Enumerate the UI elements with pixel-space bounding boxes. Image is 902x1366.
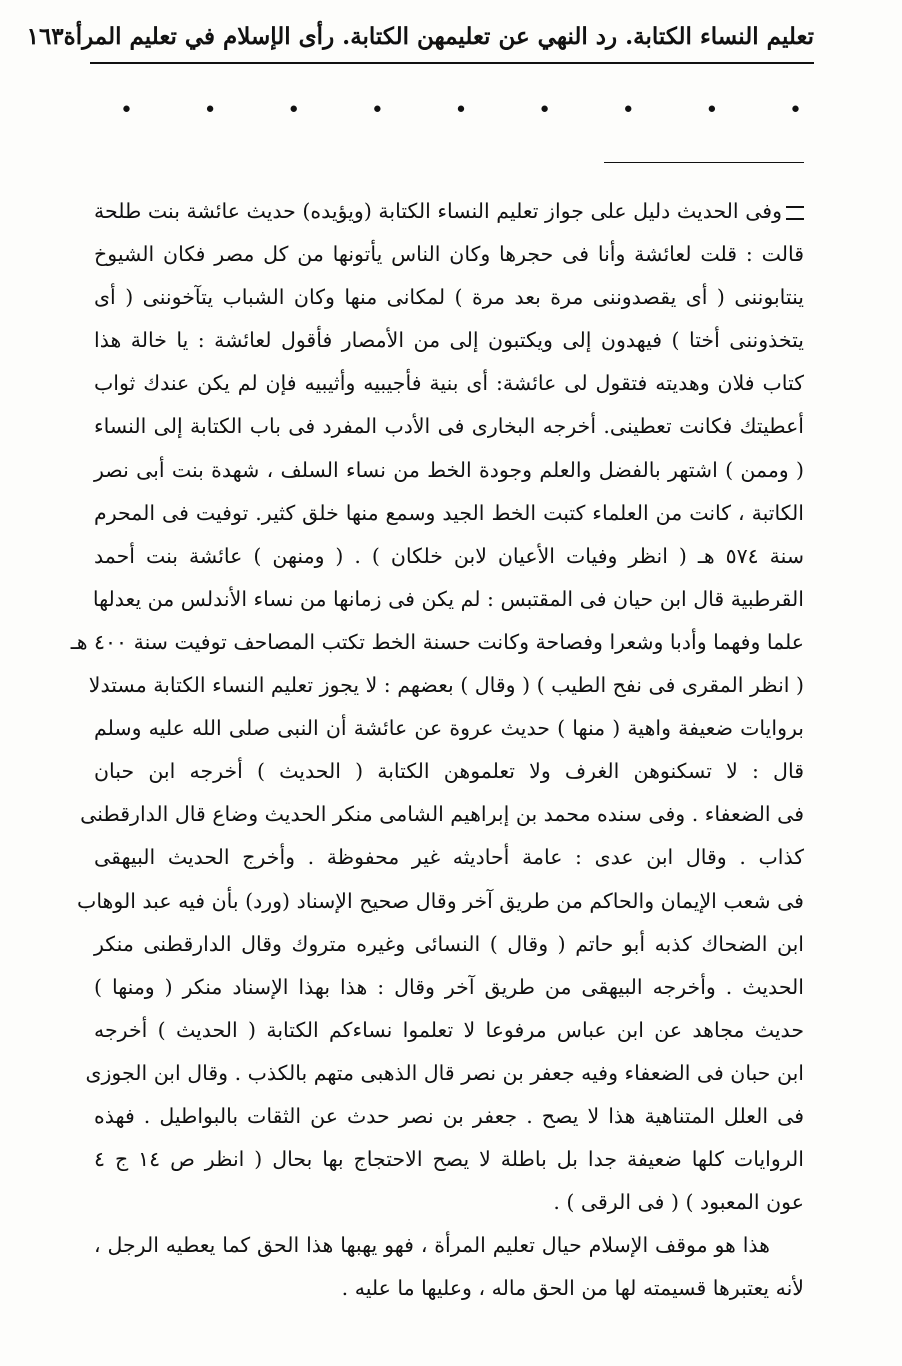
footnote-line: الكاتبة ، كانت من العلماء كتبت الخط الجيد وسمع منها خلق كثير. توفيت فى المحرم [94,500,804,525]
closing-paragraph-line: هذا هو موقف الإسلام حيال تعليم المرأة ، فهو يهبها هذا الحق كما يعطيه الرجل ، [94,1233,770,1258]
separator-dot: • [120,98,133,123]
footnote-line: القرطبية قال ابن حيان فى المقتبس : لم يكن فى زمانها من نساء الأندلس من يعدلها [92,586,804,611]
footnote-line: ابن حبان فى الضعفاء وفيه جعفر بن نصر قال الذهبى متهم بالكذب . وقال ابن الجوزى [85,1060,804,1085]
separator-dot: • [705,98,719,123]
running-title: تعليم النساء الكتابة. رد النهي عن تعليمهن الكتابة. رأى الإسلام في تعليم المرأة [63,22,814,50]
footnote-line: فى الضعفاء . وفى سنده محمد بن إبراهيم الشامى منكر الحديث وضاع قال الدارقطنى [80,802,804,827]
separator-dot: • [538,98,552,123]
footnote-rule [604,162,804,163]
footnote-line: قالت : قلت لعائشة وأنا فى حجرها وكان الناس يأتونها من كل مصر فكان الشيوخ [94,242,804,267]
footnote-line: قال : لا تسكنوهن الغرف ولا تعلموهن الكتابة ( الحديث ) أخرجه ابن حبان [94,759,804,784]
page-number: ١٦٣ [26,22,64,50]
footnote-line: فى العلل المتناهية هذا لا يصح . جعفر بن نصر حدث عن الثقات بالبواطيل . فهذه [94,1103,804,1128]
page-body [70,190,804,1310]
footnote-line: حديث مجاهد عن ابن عباس مرفوعا لا تعلموا نساءكم الكتابة ( الحديث ) أخرجه [94,1017,804,1042]
footnote-line: كذاب . وقال ابن عدى : عامة أحاديثه غير محفوظة . وأخرج الحديث البيهقى [94,845,804,870]
header-rule [90,62,814,64]
page-header [26,12,814,60]
footnote-line: كتاب فلان وهديته فتقول لى عائشة: أى بنية فأجيبيه وأثيبيه فإن لم يكن عندك ثواب [94,371,804,396]
footnote-line: الحديث . وأخرجه البيهقى من طريق آخر وقال : هذا بهذا الإسناد منكر ( ومنها ) [94,974,804,999]
footnote-line: الروايات كلها ضعيفة جدا بل باطلة لا يصح الاحتجاج بها بحال ( انظر ص ١٤ ج ٤ [94,1147,804,1172]
footnote-line: أعطيتك فكانت تعطينى. أخرجه البخارى فى الأدب المفرد فى باب الكتابة إلى النساء [94,414,804,439]
footnote-line: بروايات ضعيفة واهية ( منها ) حديث عروة عن عائشة أن النبى صلى الله عليه وسلم [94,716,804,741]
separator-dot: • [454,98,468,123]
footnote-line: فى شعب الإيمان والحاكم من طريق آخر وقال صحيح الإسناد (ورد) بأن فيه عبد الوهاب [77,888,804,913]
closing-paragraph-line: لأنه يعتبرها قسيمته لها من الحق ماله ، وعليها ما عليه . [341,1276,804,1301]
separator-dot: • [287,98,301,123]
footnote-line: ينتابوننى ( أى يقصدوننى مرة بعد مرة ) لمكانى منها وكان الشباب يتآخوننى ( أى [94,285,804,310]
footnote-line: يتخذوننى أختا ) فيهدون إلى ويكتبون إلى من الأمصار فأقول لعائشة : يا خالة هذا [94,328,804,353]
footnote-line: ( وممن ) اشتهر بالفضل والعلم وجودة الخط من نساء السلف ، شهدة بنت أبى نصر [94,457,804,482]
footnote-line: ابن الضحاك كذبه أبو حاتم ( وقال ) النسائى وغيره متروك وقال الدارقطنى منكر [94,931,804,956]
separator-dot: • [203,98,217,123]
section-separator-dots [120,100,802,122]
footnote-marker-icon [786,206,804,220]
footnote-line: وفى الحديث دليل على جواز تعليم النساء الكتابة (ويؤيده) حديث عائشة بنت طلحة [94,190,804,233]
separator-dot: • [370,98,384,123]
footnote-line: علما وفهما وأدبا وشعرا وفصاحة وكانت حسنة الخط تكتب المصاحف توفيت سنة ٤٠٠ هـ [70,629,804,654]
separator-dot: • [621,98,635,123]
footnote-line: عون المعبود ) ( فى الرقى ) . [553,1190,804,1215]
footnote-line: ( انظر المقرى فى نفح الطيب ) ( وقال ) بعضهم : لا يجوز تعليم النساء الكتابة مستدلا [88,673,804,698]
footnote-line: سنة ٥٧٤ هـ ( انظر وفيات الأعيان لابن خلكان ) . ( ومنهن ) عائشة بنت أحمد [94,543,804,568]
separator-dot: • [789,98,802,123]
